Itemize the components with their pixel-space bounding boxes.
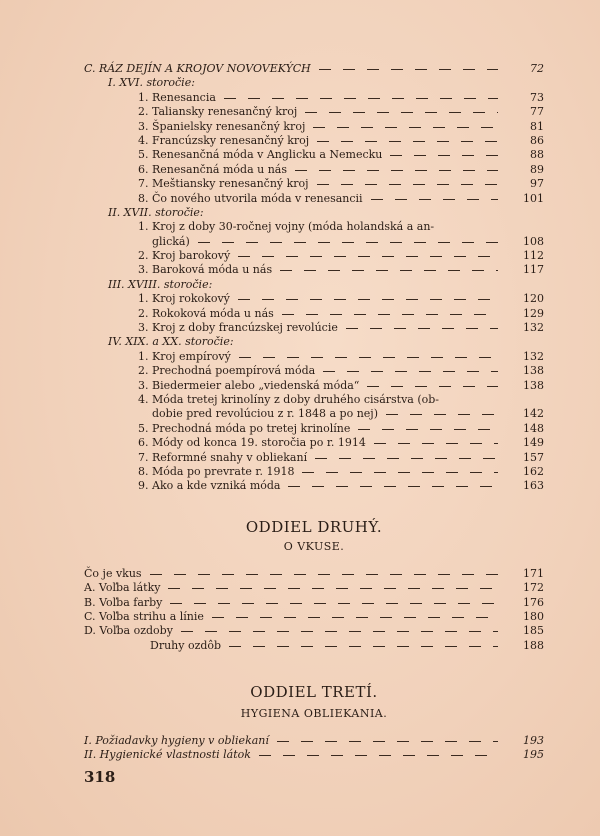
toc-item-row	[84, 407, 544, 421]
entry-text	[138, 436, 366, 450]
entry-text	[138, 292, 230, 306]
item-number: 4.	[138, 133, 149, 147]
item-number: 2.	[138, 105, 149, 119]
table-of-contents	[84, 62, 544, 763]
dot-leader	[212, 617, 498, 618]
toc-item-row	[84, 393, 544, 407]
item-number: 8.	[138, 191, 149, 205]
toc-item-row	[84, 422, 544, 436]
entry-text	[138, 134, 309, 148]
entry-text	[138, 364, 315, 378]
page-ref: 138	[523, 378, 544, 392]
entry-text	[150, 639, 221, 653]
toc-item-row	[84, 321, 544, 335]
entry-text	[138, 479, 280, 493]
page-ref: 163	[523, 479, 544, 493]
toc-item-row	[84, 192, 544, 206]
entry-text	[138, 91, 216, 105]
entry-text	[138, 105, 297, 119]
entry-text	[138, 350, 231, 364]
entry-text	[138, 120, 305, 134]
dot-leader	[181, 631, 498, 632]
entry-text	[138, 407, 378, 421]
dot-leader	[374, 443, 498, 444]
item-title: Španielsky renesančný kroj	[152, 119, 306, 133]
item-title: Francúzsky renesančný kroj	[152, 133, 310, 147]
item-title: Biedermeier alebo „viedenská móda“	[152, 378, 360, 392]
dot-leader	[317, 141, 498, 142]
item-title: Renesančná móda v Anglicku a Nemecku	[152, 148, 383, 162]
dot-leader	[302, 472, 498, 473]
page-ref: 88	[530, 148, 544, 162]
item-number: 2.	[138, 249, 149, 263]
entry-text	[138, 177, 309, 191]
page-ref: 108	[523, 234, 544, 248]
period-title: IV. XIX. a XX. storočie:	[108, 335, 234, 349]
part-three-title: ODDIEL TRETÍ.	[250, 683, 378, 702]
dot-leader	[346, 328, 498, 329]
entry-text	[138, 263, 272, 277]
item-number: 8.	[138, 464, 149, 478]
toc-item-row	[84, 235, 544, 249]
item-title: Meštiansky renesančný kroj	[152, 177, 309, 191]
toc-item-row	[84, 610, 544, 624]
page-ref: 117	[523, 263, 544, 277]
toc-item-row	[84, 436, 544, 450]
page-ref: 73	[530, 90, 544, 104]
page-ref: 86	[530, 133, 544, 147]
entry-text	[84, 748, 251, 762]
page-ref: 171	[523, 566, 544, 580]
part-two-title: ODDIEL DRUHÝ.	[245, 517, 383, 536]
toc-period-row	[84, 278, 544, 292]
item-title: D. Voľba ozdoby	[84, 624, 173, 638]
item-number: 6.	[138, 436, 149, 450]
item-number: 3.	[138, 119, 149, 133]
toc-item-row	[84, 581, 544, 595]
item-title: I. Požiadavky hygieny v obliekaní	[84, 734, 269, 748]
item-title-continued: glická)	[152, 234, 190, 248]
dot-leader	[367, 386, 498, 387]
entry-text	[138, 379, 359, 393]
dot-leader	[170, 603, 498, 604]
item-number: 6.	[138, 162, 149, 176]
dot-leader	[288, 486, 498, 487]
page-ref: 101	[523, 191, 544, 205]
page-ref: 180	[523, 609, 544, 623]
toc-item-row	[84, 451, 544, 465]
dot-leader	[238, 299, 498, 300]
toc-item-row	[84, 748, 544, 762]
page-ref: 188	[523, 638, 544, 652]
entry-text	[138, 465, 294, 479]
dot-leader	[238, 256, 498, 257]
toc-period-row	[84, 76, 544, 90]
item-title: Móda tretej krinolíny z doby druhého cisárstva (ob-	[152, 392, 440, 406]
page-ref: 132	[523, 349, 544, 363]
item-title: II. Hygienické vlastnosti látok	[84, 748, 251, 762]
toc-item-row	[84, 148, 544, 162]
item-title: Móda po prevrate r. 1918	[152, 464, 295, 478]
toc-item-row	[84, 567, 544, 581]
dot-leader	[319, 69, 498, 70]
entry-text	[138, 321, 338, 335]
dot-leader	[317, 184, 498, 185]
page-ref: 172	[523, 581, 544, 595]
dot-leader	[239, 357, 498, 358]
toc-item-row	[84, 91, 544, 105]
page-ref: 162	[523, 464, 544, 478]
dot-leader	[280, 270, 498, 271]
item-title: Druhy ozdôb	[150, 638, 222, 652]
toc-item-row	[84, 596, 544, 610]
page-ref: 132	[523, 321, 544, 335]
page-ref: 129	[523, 306, 544, 320]
item-title: Taliansky renesančný kroj	[152, 105, 298, 119]
item-title: Renesančná móda u nás	[152, 162, 287, 176]
toc-item-row	[84, 134, 544, 148]
item-number: 1.	[138, 349, 149, 363]
item-number: 5.	[138, 148, 149, 162]
dot-leader	[282, 314, 498, 315]
entry-text	[108, 278, 212, 292]
entry-text	[138, 163, 287, 177]
page-ref: 185	[523, 624, 544, 638]
entry-text	[138, 249, 230, 263]
item-number: 2.	[138, 364, 149, 378]
item-title: Čo je vkus	[84, 566, 142, 580]
dot-leader	[305, 112, 498, 113]
entry-text	[138, 307, 274, 321]
toc-item-row	[84, 292, 544, 306]
entry-text	[108, 76, 195, 90]
toc-item-row	[84, 350, 544, 364]
item-title: Kroj z doby francúzskej revolúcie	[152, 321, 338, 335]
entry-text	[138, 192, 363, 206]
page-ref: 142	[523, 407, 544, 421]
entry-text	[138, 235, 190, 249]
dot-leader	[198, 242, 498, 243]
dot-leader	[313, 127, 498, 128]
item-title: Kroj z doby 30-ročnej vojny (móda holandská a an-	[152, 220, 435, 234]
page-number: 318	[84, 768, 116, 786]
page-ref: 149	[523, 436, 544, 450]
item-title: A. Voľba látky	[84, 581, 161, 595]
period-title: I. XVI. storočie:	[108, 76, 195, 90]
page-ref: 148	[523, 421, 544, 435]
item-title: Reformné snahy v obliekaní	[152, 450, 308, 464]
toc-item-row	[84, 465, 544, 479]
item-title: Módy od konca 19. storočia po r. 1914	[152, 436, 366, 450]
item-title: C. Voľba strihu a línie	[84, 609, 204, 623]
toc-item-row	[84, 307, 544, 321]
item-number: 9.	[138, 479, 149, 493]
entry-text	[138, 220, 434, 234]
entry-text	[138, 451, 307, 465]
page-ref: 138	[523, 364, 544, 378]
dot-leader	[295, 170, 498, 171]
item-title-continued: dobie pred revolúciou z r. 1848 a po nej)	[152, 407, 379, 421]
toc-item-row	[84, 163, 544, 177]
entry-text	[84, 734, 269, 748]
toc-item-row	[84, 177, 544, 191]
page-ref: 81	[530, 119, 544, 133]
dot-leader	[323, 371, 498, 372]
dot-leader	[390, 155, 498, 156]
page-ref: 89	[530, 162, 544, 176]
item-title: Kroj rokokový	[152, 292, 230, 306]
dot-leader	[229, 646, 498, 647]
entry-text	[84, 624, 173, 638]
entry-text	[84, 567, 142, 581]
entry-text	[84, 581, 160, 595]
item-number: 7.	[138, 450, 149, 464]
item-title: Prechodná móda po tretej krinolíne	[152, 421, 351, 435]
toc-period-row	[84, 335, 544, 349]
item-title: Renesancia	[152, 90, 216, 104]
toc-item-row	[84, 263, 544, 277]
page-ref: 176	[523, 595, 544, 609]
toc-item-row	[84, 220, 544, 234]
toc-item-row	[84, 379, 544, 393]
toc-section-row	[84, 62, 544, 76]
page-ref: 77	[530, 105, 544, 119]
toc-item-row	[84, 120, 544, 134]
toc-item-row	[84, 249, 544, 263]
item-number: 5.	[138, 421, 149, 435]
item-title: Kroj barokový	[152, 249, 231, 263]
entry-text	[138, 393, 439, 407]
dot-leader	[224, 98, 498, 99]
page-ref: 195	[523, 748, 544, 762]
item-title: Prechodná poempírová móda	[152, 364, 316, 378]
item-title: Rokoková móda u nás	[152, 306, 274, 320]
item-number: 3.	[138, 321, 149, 335]
page-ref: 193	[523, 734, 544, 748]
item-number: 4.	[138, 392, 149, 406]
dot-leader	[168, 588, 498, 589]
toc-item-row	[84, 639, 544, 653]
toc-item-row	[84, 734, 544, 748]
period-title: III. XVIII. storočie:	[108, 277, 213, 291]
item-title: Čo nového utvorila móda v renesancii	[152, 191, 363, 205]
page-ref: 97	[530, 177, 544, 191]
dot-leader	[386, 414, 498, 415]
period-title: II. XVII. storočie:	[108, 205, 204, 219]
toc-item-row	[84, 105, 544, 119]
entry-text	[84, 62, 311, 76]
dot-leader	[259, 755, 498, 756]
entry-text	[138, 422, 350, 436]
part-three-subtitle: HYGIENA OBLIEKANIA.	[240, 707, 388, 721]
item-number: 7.	[138, 177, 149, 191]
page-ref: 72	[530, 62, 544, 75]
dot-leader	[358, 429, 498, 430]
toc-item-row	[84, 364, 544, 378]
dot-leader	[315, 458, 498, 459]
section-title: C. RÁZ DEJÍN A KROJOV NOVOVEKÝCH	[84, 62, 311, 75]
item-title: B. Voľba farby	[84, 595, 163, 609]
entry-text	[138, 148, 382, 162]
toc-period-row	[84, 206, 544, 220]
entry-text	[84, 610, 204, 624]
item-number: 3.	[138, 263, 149, 277]
page-ref: 120	[523, 292, 544, 306]
entry-text	[108, 206, 204, 220]
page-ref: 112	[523, 249, 544, 263]
item-number: 1.	[138, 220, 149, 234]
item-title: Ako a kde vzniká móda	[152, 479, 281, 493]
dot-leader	[277, 741, 498, 742]
item-number: 2.	[138, 306, 149, 320]
toc-item-row	[84, 624, 544, 638]
entry-text	[84, 596, 162, 610]
dot-leader	[150, 574, 498, 575]
item-number: 1.	[138, 90, 149, 104]
page-ref: 157	[523, 450, 544, 464]
toc-item-row	[84, 479, 544, 493]
item-number: 3.	[138, 378, 149, 392]
entry-text	[108, 335, 234, 349]
item-number: 1.	[138, 292, 149, 306]
item-title: Baroková móda u nás	[152, 263, 273, 277]
dot-leader	[371, 199, 498, 200]
part-two-subtitle: O VKUSE.	[283, 539, 345, 553]
item-title: Kroj empírový	[152, 349, 231, 363]
